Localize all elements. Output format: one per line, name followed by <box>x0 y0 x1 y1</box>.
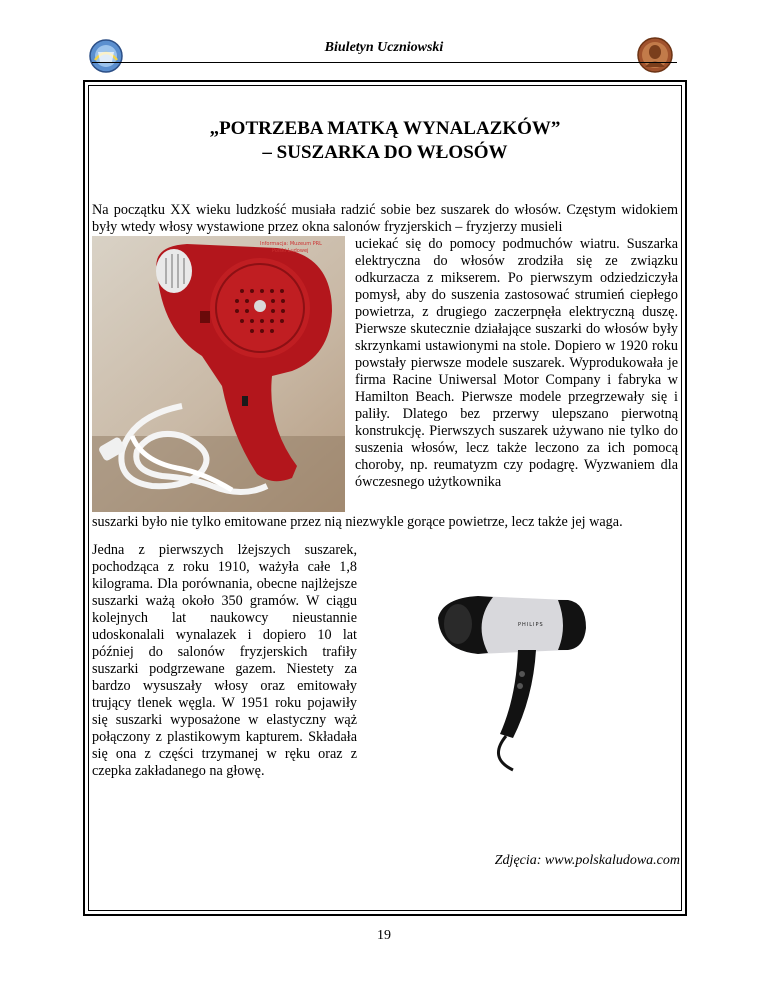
article-title-line2: – SUSZARKA DO WŁOSÓW <box>262 142 508 163</box>
article-title-line1: „POTRZEBA MATKĄ WYNALAZKÓW” <box>209 118 561 139</box>
photo-watermark-line1: Informacja: Muzeum PRL <box>260 241 322 247</box>
page-number: 19 <box>377 928 391 943</box>
red-hair-dryer-photo <box>92 236 345 512</box>
dryer-brand-label: PHILIPS <box>518 622 544 628</box>
right-column-paragraph: uciekać się do pomocy podmuchów wiatru. Suszarka elektryczna do włosów zrodziła się ze związku odkurzacza z mikserem. Po pierwszym odziedziczyła pomysł, aby do suszenia zastosować strumień ciepłego powietrza, z drugiego zaczerpnęła elektryczną duszę. Pierwsze skutecznie działające suszarki do włosów były skrzynkami ustawionymi na stole. Dopiero w 1920 roku powstały pierwsze modele suszarek. Wyprodukowała je firma Racine Uniwersal Motor Company i fabryka w Hamilton Beach. Pierwsze modele przegrzewały się i paliły. Dlatego bez przerwy ulepszano pierwotną konstrukcję. Pierwszych suszarek używano nie tylko do suszenia włosów, lecz także leczono za ich pomocą choroby, np. reumatyzm czy podagrę. Wyzwaniem dla ówczesnego użytkownika <box>355 236 678 490</box>
header-title: Biuletyn Uczniowski <box>324 40 444 55</box>
photo-watermark-line2: Polski Ludowej <box>272 248 309 254</box>
left-column-paragraph: Jedna z pierwszych lżejszych suszarek, pochodząca z roku 1910, ważyła całe 1,8 kilograma. Dla porównania, obecne najlżejsze suszarki ważą około 350 gramów. W ciągu kolejnych lat naukowcy nieustannie udoskonalali wynalazek i dopiero 10 lat później do salonów fryzjerskich trafiły suszarki podgrzewane gazem. Niestety za bardzo wysuszały włosy oraz emitowały trujący tlenek węgla. W 1951 roku pojawiły się suszarki wyposażone w elastyczny wąż połączony z plastikowym kapturem. Składała się ona z części trzymanej w ręku oraz z czepka zakładanego na głowę. <box>92 542 357 779</box>
photo-credit: Zdjęcia: www.polskaludowa.com <box>494 853 680 868</box>
header-divider <box>92 62 677 63</box>
black-hair-dryer-photo <box>418 588 590 773</box>
medal-portrait-icon <box>636 36 674 74</box>
article-title <box>88 117 682 165</box>
full-width-line: suszarki było nie tylko emitowane przez nią niezwykle gorące powietrze, lecz także jej waga. <box>92 514 623 530</box>
intro-paragraph: Na początku XX wieku ludzkość musiała radzić sobie bez suszarek do włosów. Częstym widokiem były wtedy włosy wystawione przez okna salonów fryzjerskich – fryzjerzy musieli <box>92 202 678 235</box>
